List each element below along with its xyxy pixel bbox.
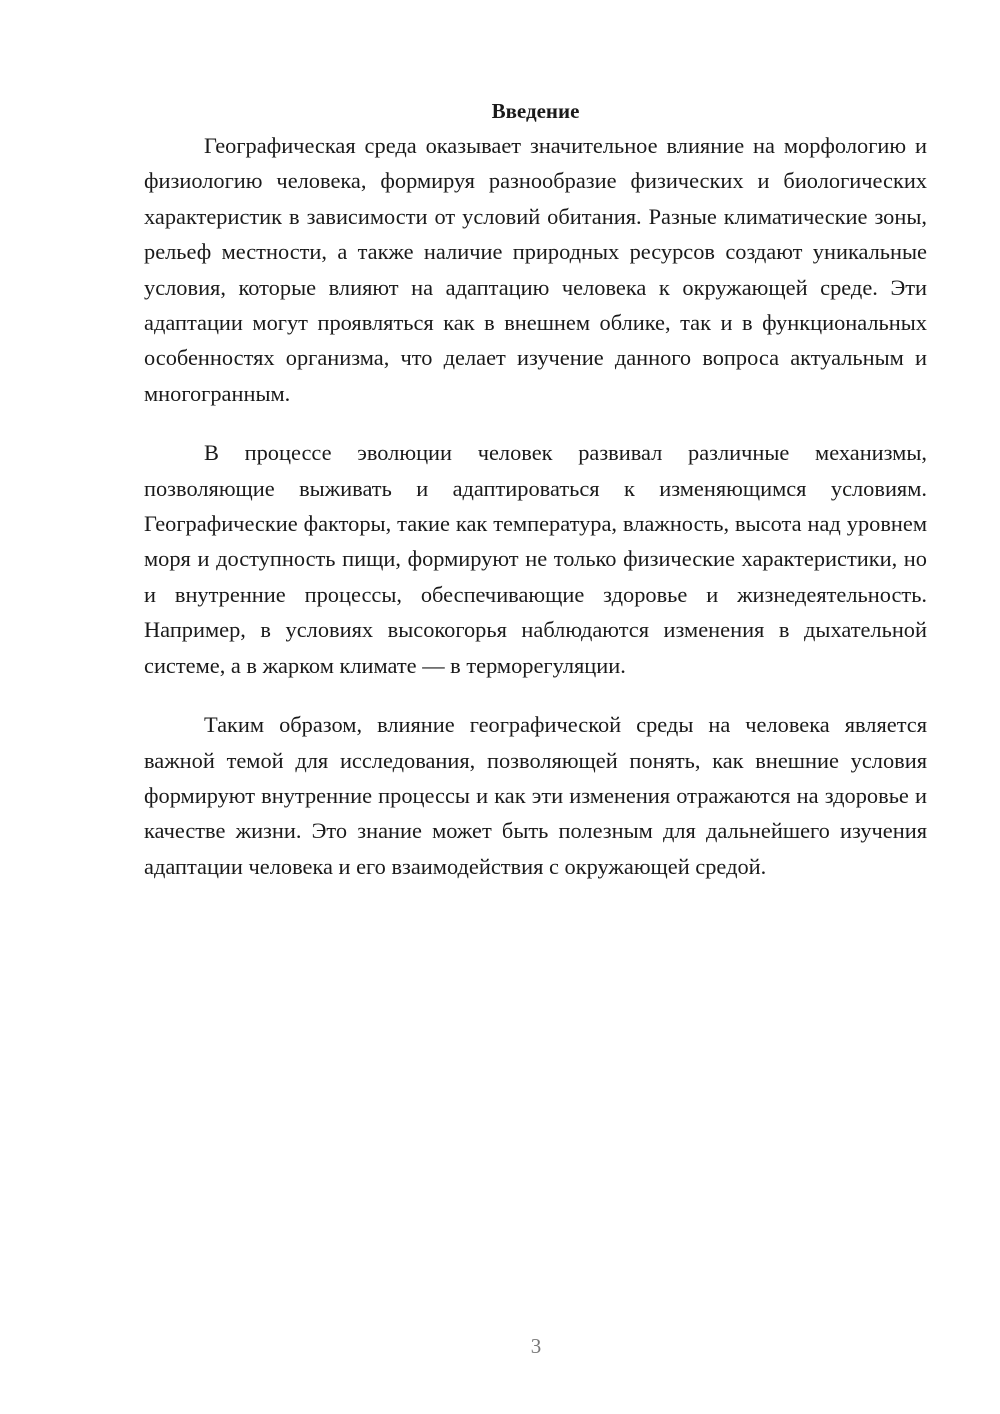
section-heading: Введение xyxy=(491,99,580,123)
body-paragraph-1: Географическая среда оказывает значительное влияние на морфологию и физиологию человека, формируя разнообразие физических и биологических характеристик в зависимости от условий обитания. Разные климатические зоны, рельеф местности, а также наличие природных ресурсов создают уникальные условия, которые влияют на адаптацию человека к окружающей среде. Эти адаптации могут проявляться как в внешнем облике, так и в функциональных особенностях организма, что делает изучение данного вопроса актуальным и многогранным. xyxy=(144,133,927,406)
page-body xyxy=(144,96,927,908)
body-paragraph-3: Таким образом, влияние географической среды на человека является важной темой для исследования, позволяющей понять, как внешние условия формируют внутренние процессы и как эти изменения отражаются на здоровье и качестве жизни. Это знание может быть полезным для дальнейшего изучения адаптации человека и его взаимодействия с окружающей средой. xyxy=(144,712,927,879)
page-number: 3 xyxy=(530,1334,542,1358)
body-paragraph-2: В процессе эволюции человек развивал различные механизмы, позволяющие выживать и адаптироваться к изменяющимся условиям. Географические факторы, такие как температура, влажность, высота над уровнем моря и доступность пищи, формируют не только физические характеристики, но и внутренние процессы, обеспечивающие здоровье и жизнедеятельность. Например, в условиях высокогорья наблюдаются изменения в дыхательной системе, а в жарком климате — в терморегуляции. xyxy=(144,440,927,678)
